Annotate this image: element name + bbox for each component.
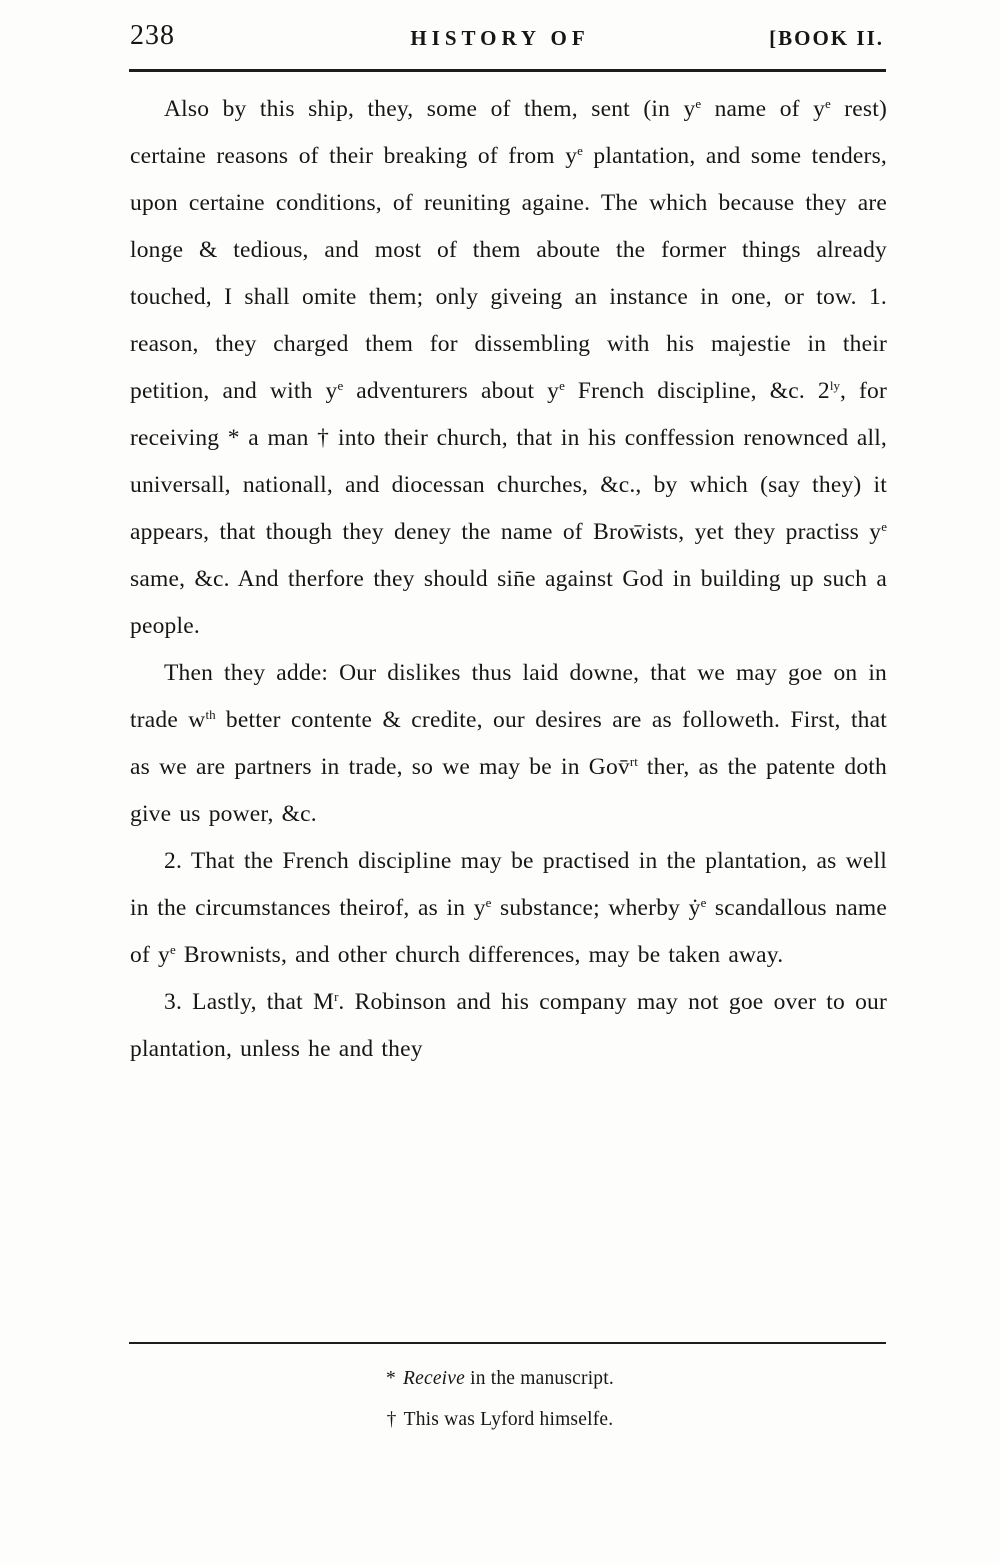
header-divider <box>129 69 886 72</box>
footnote-lyford <box>0 1399 1000 1440</box>
superscript-abbreviation: e <box>700 895 707 910</box>
superscript-abbreviation: e <box>337 378 344 393</box>
book-label: [BOOK II. <box>769 26 884 50</box>
paragraph: 3. Lastly, that $M^r$. Robinson and his company may not goe over to our plantation, unless he and they <box>130 989 888 1062</box>
superscript-abbreviation: e <box>485 895 492 910</box>
footnote-receive <box>0 1358 1000 1399</box>
paragraph: Then they adde: Our dislikes thus laid downe, that we may goe on in trade $w^{th}$ better contente & credite, our desires are as followeth. First, that as we are partners in trade, so we may be in Gov̄$^{rt}$ ther, as the patente doth give us power, &c. <box>130 660 887 827</box>
dagger-marker: † <box>386 1409 397 1430</box>
footnote-text: in the manuscript. <box>465 1368 614 1389</box>
superscript-abbreviation: e <box>825 96 831 111</box>
superscript-abbreviation: ly <box>829 378 840 393</box>
footnote-italic-word: Receive <box>403 1368 466 1389</box>
superscript-abbreviation: r <box>334 989 339 1004</box>
footnotes <box>0 1358 1000 1440</box>
footnote-divider <box>129 1342 886 1344</box>
asterisk-marker: * <box>386 1368 396 1389</box>
paragraph: 2. That the French discipline may be practised in the plantation, as well in the circumstances theirof, as in $y^e$ substance; wherby ẏ$^e$ scandallous name of $y^e$ Brownists, and other church differences, may be taken away. <box>130 848 887 968</box>
superscript-abbreviation: e <box>881 519 887 534</box>
superscript-abbreviation: th <box>205 707 216 722</box>
paragraph: Also by this ship, they, some of them, sent (in $y^e$ name of $y^e$ rest) certaine reasons of their breaking of from $y^e$ plantation, and some tenders, upon certaine conditions, of reuniting againe. The which because they are longe & tedious, and most of them aboute the former things already touched, I shall omite them; only giveing an instance in one, or tow. 1. reason, they charged them for dissembling with his majestie in their petition, and with $y^e$ adventurers about $y^e$ French discipline, &c. $2^{ly}$, for receiving * a man † into their church, that in his conffession renownced all, universall, nationall, and diocessan churches, &c., by which (say they) it appears, that though they deney the name of Brow̄ists, yet they practiss $y^e$ same, &c. And therfore they should sin̄e against God in building up such a people. <box>130 96 888 639</box>
superscript-abbreviation: rt <box>629 754 638 769</box>
footnote-text: This was Lyford himselfe. <box>403 1409 614 1430</box>
text-block <box>130 86 887 1073</box>
superscript-abbreviation: e <box>577 143 583 158</box>
page-number: 238 <box>130 20 175 51</box>
running-title: HISTORY OF <box>410 26 590 50</box>
superscript-abbreviation: e <box>559 378 565 393</box>
superscript-abbreviation: e <box>695 96 702 111</box>
superscript-abbreviation: e <box>170 942 176 957</box>
